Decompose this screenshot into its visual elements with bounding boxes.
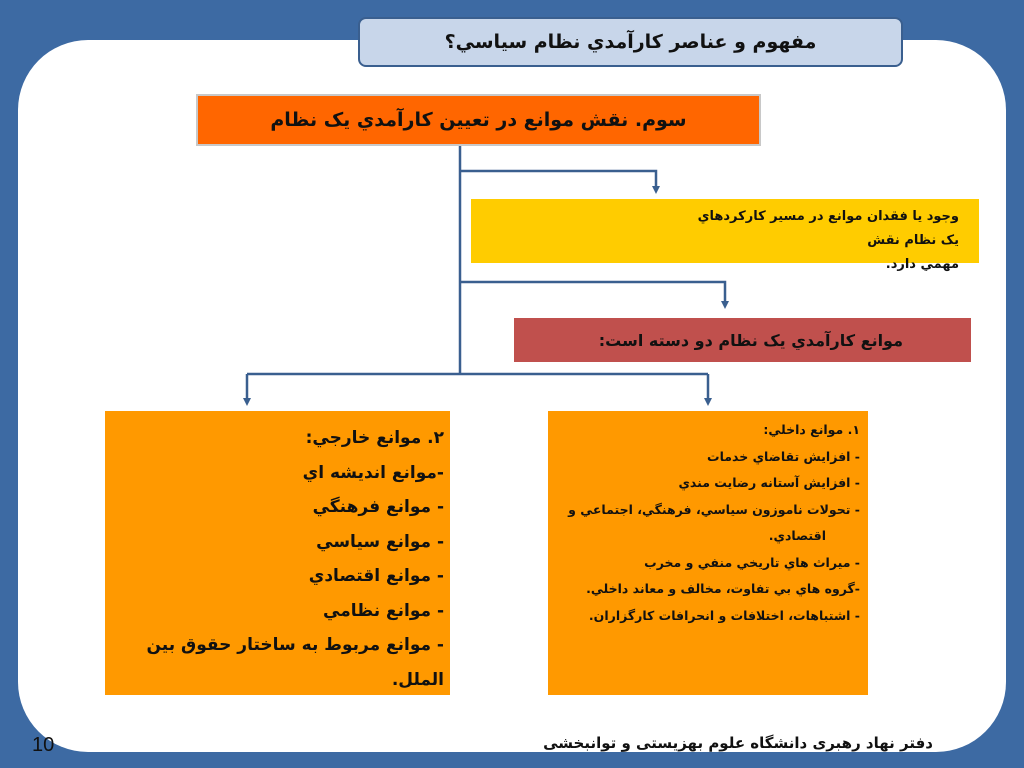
list-item: - افزايش تقاضاي خدمات [707,448,860,464]
footer-text: دفتر نهاد رهبری دانشگاه علوم بهزیستی و توانبخشی [543,734,933,752]
internal-obstacles-title: ۱. موانع داخلي: [763,422,860,437]
list-item: - افزايش آستانه رضايت مندي [678,475,860,490]
internal-obstacles-box [548,411,868,695]
list-item: - موانع مربوط به ساختار حقوق بين الملل. [146,635,444,690]
list-item: - اشتباهات، اختلافات و انحرافات کارگزاران. [588,607,860,623]
obstacle-role-line-2: مهمي دارد. [885,257,959,272]
section-heading [196,94,761,146]
slide-title-text: مفهوم و عناصر کارآمدي نظام سياسي؟ [444,31,817,53]
section-heading-text: سوم. نقش موانع در تعيين کارآمدي يک نظام [270,109,687,131]
obstacle-role-line-1: وجود يا فقدان موانع در مسير کارکردهاي يک نظام نقش [697,209,959,248]
list-item: - موانع فرهنگي [312,497,444,517]
obstacle-role-box [471,199,979,272]
obstacle-categories-box [514,318,971,362]
connector-to-red-box [460,282,725,305]
list-item: - موانع سياسي [316,531,444,552]
obstacle-categories-text: موانع کارآمدي يک نظام دو دسته است: [598,330,903,350]
page-number: 10 [32,734,55,756]
list-item: - موانع اقتصادي [308,566,444,586]
list-item: -موانع انديشه اي [302,462,444,483]
list-item: - موانع نظامي [323,600,444,621]
list-item: - ميراث هاي تاريخي منفي و مخرب [644,554,860,570]
list-item-continuation: اقتصادي. [768,528,826,543]
external-obstacles-title: ۲. موانع خارجي: [305,428,444,448]
list-item: - تحولات ناموزون سياسي، فرهنگي، اجتماعي و [568,501,860,517]
list-item: -گروه هاي بي تفاوت، مخالف و معاند داخلي. [586,581,860,596]
external-obstacles-box [105,411,450,695]
connector-to-yellow-box [460,171,656,190]
